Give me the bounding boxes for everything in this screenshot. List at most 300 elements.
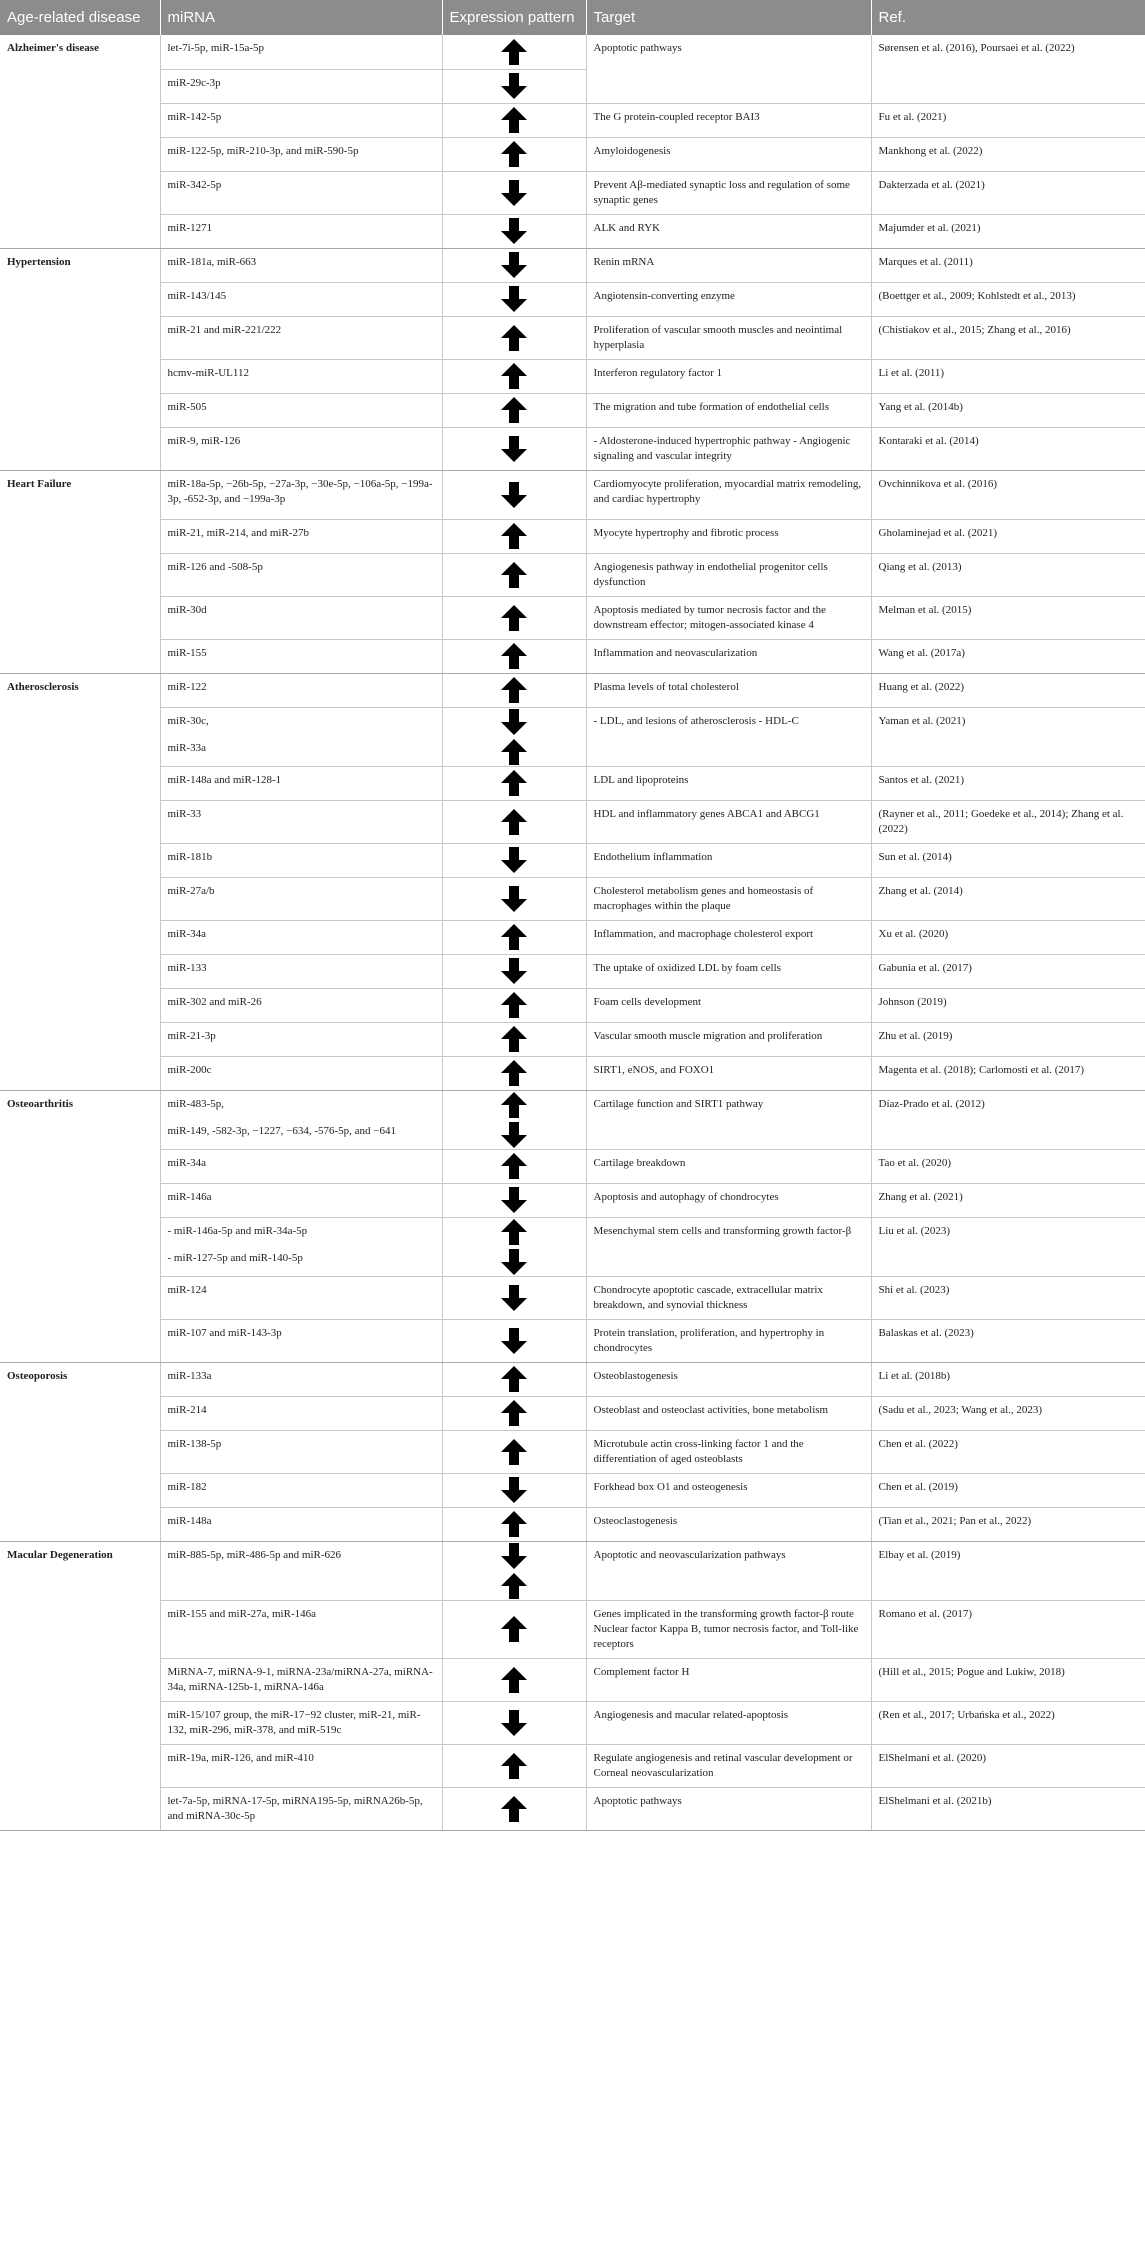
target-cell: Inflammation, and macrophage cholesterol export	[586, 920, 871, 954]
ref-cell: Dakterzada et al. (2021)	[871, 171, 1145, 214]
mirna-text: miR-181a, miR-663	[167, 255, 257, 268]
expression-cell	[442, 1600, 586, 1658]
expression-arrows	[443, 217, 586, 245]
mirna-text: miR-21-3p	[167, 1029, 216, 1042]
mirna-cell	[160, 988, 442, 1022]
expression-cell	[442, 1022, 586, 1056]
expression-cell	[442, 35, 586, 69]
ref-cell: (Tian et al., 2021; Pan et al., 2022)	[871, 1507, 1145, 1541]
mirna-cell	[160, 1787, 442, 1830]
arrow-up-icon	[500, 106, 528, 134]
table-row	[0, 1787, 1145, 1830]
target-cell: Forkhead box O1 and osteogenesis	[586, 1473, 871, 1507]
expression-arrows	[443, 846, 586, 874]
arrow-up-icon	[500, 38, 528, 66]
mirna-cell	[160, 519, 442, 553]
mirna-cell	[160, 470, 442, 519]
mirna-cell	[160, 1149, 442, 1183]
arrow-down-icon	[500, 1327, 528, 1355]
target-cell: Apoptotic and neovascularization pathways	[586, 1541, 871, 1600]
target-cell: Apoptotic pathways	[586, 35, 871, 103]
mirna-cell	[160, 359, 442, 393]
expression-cell	[442, 1430, 586, 1473]
arrow-up-icon	[500, 1510, 528, 1538]
mirna-text: miR-200c	[167, 1063, 212, 1076]
arrow-up-icon	[500, 396, 528, 424]
expression-cell	[442, 137, 586, 171]
table-row	[0, 103, 1145, 137]
mirna-cell	[160, 596, 442, 639]
mirna-text: miR-122-5p, miR-210-3p, and miR-590-5p	[167, 144, 359, 157]
ref-cell: Li et al. (2011)	[871, 359, 1145, 393]
header-expression: Expression pattern	[442, 0, 586, 35]
expression-cell	[442, 707, 586, 766]
table-row	[0, 800, 1145, 843]
target-cell: Proliferation of vascular smooth muscles and neointimal hyperplasia	[586, 316, 871, 359]
target-cell: - Aldosterone-induced hypertrophic pathway - Angiogenic signaling and vascular integrity	[586, 427, 871, 470]
mirna-text: miR-18a-5p, −26b-5p, −27a-3p, −30e-5p, −106a-5p, −199a-3p, -652-3p, and −199a-3p	[167, 477, 433, 505]
target-cell: The uptake of oxidized LDL by foam cells	[586, 954, 871, 988]
expression-arrows	[443, 38, 586, 66]
mirna-text: miR-155	[167, 646, 207, 659]
mirna-cell	[160, 35, 442, 69]
ref-cell: Gholaminejad et al. (2021)	[871, 519, 1145, 553]
ref-cell: Zhang et al. (2014)	[871, 877, 1145, 920]
expression-arrows	[443, 1399, 586, 1427]
expression-cell	[442, 954, 586, 988]
table-row	[0, 1319, 1145, 1362]
header-target: Target	[586, 0, 871, 35]
mirna-cell	[160, 1658, 442, 1701]
mirna-cell	[160, 214, 442, 248]
expression-cell	[442, 1217, 586, 1276]
table-row	[0, 1541, 1145, 1600]
expression-arrows	[443, 1709, 586, 1737]
header-ref: Ref.	[871, 0, 1145, 35]
arrow-up-icon	[500, 522, 528, 550]
expression-arrows	[443, 1091, 586, 1149]
expression-arrows	[443, 1025, 586, 1053]
expression-cell	[442, 1149, 586, 1183]
expression-cell	[442, 1541, 586, 1600]
target-cell: Microtubule actin cross-linking factor 1 and the differentiation of aged osteoblasts	[586, 1430, 871, 1473]
mirna-cell	[160, 393, 442, 427]
mirna-text: miR-29c-3p	[167, 76, 221, 89]
mirna-text: miR-9, miR-126	[167, 434, 241, 447]
header-mirna: miRNA	[160, 0, 442, 35]
table-row	[0, 1507, 1145, 1541]
mirna-cell	[160, 766, 442, 800]
table-row	[0, 1217, 1145, 1276]
arrow-down-icon	[500, 708, 528, 736]
ref-cell: Xu et al. (2020)	[871, 920, 1145, 954]
ref-cell: Liu et al. (2023)	[871, 1217, 1145, 1276]
mirna-text: miR-483-5p,	[167, 1097, 225, 1110]
target-cell: Angiogenesis pathway in endothelial progenitor cells dysfunction	[586, 553, 871, 596]
expression-cell	[442, 877, 586, 920]
target-cell: Cartilage function and SIRT1 pathway	[586, 1090, 871, 1149]
mirna-text: miR-107 and miR-143-3p	[167, 1326, 282, 1339]
arrow-up-icon	[500, 738, 528, 766]
expression-cell	[442, 1276, 586, 1319]
arrow-up-icon	[500, 923, 528, 951]
expression-cell	[442, 553, 586, 596]
mirna-text: miR-302 and miR-26	[167, 995, 262, 1008]
mirna-text: miR-885-5p, miR-486-5p and miR-626	[167, 1548, 342, 1561]
mirna-cell	[160, 707, 442, 766]
ref-cell: Santos et al. (2021)	[871, 766, 1145, 800]
target-cell: Endothelium inflammation	[586, 843, 871, 877]
arrow-up-icon	[500, 1091, 528, 1119]
expression-cell	[442, 1319, 586, 1362]
expression-arrows	[443, 1284, 586, 1312]
arrow-up-icon	[500, 642, 528, 670]
ref-cell: Elbay et al. (2019)	[871, 1541, 1145, 1600]
mirna-cell	[160, 427, 442, 470]
mirna-text: miR-34a	[167, 927, 206, 940]
expression-arrows	[443, 72, 586, 100]
mirna-cell	[160, 103, 442, 137]
mirna-text: miR-15/107 group, the miR-17−92 cluster, miR-21, miR-132, miR-296, miR-378, and miR-519c	[167, 1708, 421, 1736]
disease-cell: Osteoarthritis	[0, 1090, 160, 1362]
expression-arrows	[443, 991, 586, 1019]
target-cell: Apoptotic pathways	[586, 1787, 871, 1830]
expression-cell	[442, 1473, 586, 1507]
expression-arrows	[443, 561, 586, 589]
ref-cell: Kontaraki et al. (2014)	[871, 427, 1145, 470]
table-row	[0, 1090, 1145, 1149]
table-row	[0, 766, 1145, 800]
expression-cell	[442, 1744, 586, 1787]
target-cell: Osteoclastogenesis	[586, 1507, 871, 1541]
expression-arrows	[443, 522, 586, 550]
target-cell: Complement factor H	[586, 1658, 871, 1701]
mirna-text: miR-149, -582-3p, −1227, −634, -576-5p, and −641	[167, 1124, 397, 1137]
disease-cell: Heart Failure	[0, 470, 160, 673]
expression-arrows	[443, 923, 586, 951]
table-row	[0, 427, 1145, 470]
mirna-cell	[160, 1022, 442, 1056]
expression-arrows	[443, 885, 586, 913]
table-row	[0, 553, 1145, 596]
ref-cell: Sørensen et al. (2016), Poursaei et al. (2022)	[871, 35, 1145, 103]
mirna-text: MiRNA-7, miRNA-9-1, miRNA-23a/miRNA-27a, miRNA-34a, miRNA-125b-1, miRNA-146a	[167, 1665, 433, 1693]
target-cell: Osteoblastogenesis	[586, 1362, 871, 1396]
table-row	[0, 639, 1145, 673]
target-cell: Vascular smooth muscle migration and proliferation	[586, 1022, 871, 1056]
ref-cell: ElShelmani et al. (2021b)	[871, 1787, 1145, 1830]
arrow-up-icon	[500, 991, 528, 1019]
arrow-up-icon	[500, 1025, 528, 1053]
expression-arrows	[443, 1615, 586, 1643]
ref-cell: Tao et al. (2020)	[871, 1149, 1145, 1183]
arrow-down-icon	[500, 1248, 528, 1276]
mirna-text: miR-214	[167, 1403, 207, 1416]
arrow-up-icon	[500, 1752, 528, 1780]
arrow-down-icon	[500, 251, 528, 279]
expression-cell	[442, 171, 586, 214]
mirna-cell	[160, 1183, 442, 1217]
arrow-up-icon	[500, 1399, 528, 1427]
mirna-text: miR-505	[167, 400, 207, 413]
arrow-up-icon	[500, 1795, 528, 1823]
target-cell: Protein translation, proliferation, and hypertrophy in chondrocytes	[586, 1319, 871, 1362]
arrow-down-icon	[500, 1121, 528, 1149]
disease-cell: Alzheimer's disease	[0, 35, 160, 248]
mirna-text: miR-124	[167, 1283, 207, 1296]
target-cell: Foam cells development	[586, 988, 871, 1022]
arrow-up-icon	[500, 604, 528, 632]
mirna-cell	[160, 1430, 442, 1473]
expression-arrows	[443, 106, 586, 134]
expression-cell	[442, 766, 586, 800]
ref-cell: Romano et al. (2017)	[871, 1600, 1145, 1658]
mirna-cell	[160, 1396, 442, 1430]
arrow-up-icon	[500, 1152, 528, 1180]
arrow-up-icon	[500, 769, 528, 797]
target-cell: Cholesterol metabolism genes and homeostasis of macrophages within the plaque	[586, 877, 871, 920]
disease-cell: Macular Degeneration	[0, 1541, 160, 1830]
mirna-cell	[160, 1276, 442, 1319]
expression-cell	[442, 316, 586, 359]
mirna-text: - miR-146a-5p and miR-34a-5p	[167, 1224, 308, 1237]
expression-cell	[442, 1507, 586, 1541]
expression-cell	[442, 1396, 586, 1430]
mirna-cell	[160, 954, 442, 988]
ref-cell: (Chistiakov et al., 2015; Zhang et al., 2016)	[871, 316, 1145, 359]
table-row	[0, 316, 1145, 359]
mirna-text: miR-122	[167, 680, 207, 693]
ref-cell: Chen et al. (2022)	[871, 1430, 1145, 1473]
expression-arrows	[443, 1218, 586, 1276]
ref-cell: ElShelmani et al. (2020)	[871, 1744, 1145, 1787]
ref-cell: Huang et al. (2022)	[871, 673, 1145, 707]
table-row	[0, 1362, 1145, 1396]
expression-cell	[442, 988, 586, 1022]
mirna-text: miR-19a, miR-126, and miR-410	[167, 1751, 314, 1764]
mirna-text: miR-155 and miR-27a, miR-146a	[167, 1607, 316, 1620]
table-row	[0, 137, 1145, 171]
mirna-text: miR-27a/b	[167, 884, 215, 897]
header-disease: Age-related disease	[0, 0, 160, 35]
target-cell: Cartilage breakdown	[586, 1149, 871, 1183]
ref-cell: Sun et al. (2014)	[871, 843, 1145, 877]
arrow-down-icon	[500, 285, 528, 313]
mirna-text: miR-30d	[167, 603, 207, 616]
expression-cell	[442, 1183, 586, 1217]
table-row	[0, 171, 1145, 214]
table-row	[0, 1056, 1145, 1090]
mirna-cell	[160, 1507, 442, 1541]
arrow-down-icon	[500, 1476, 528, 1504]
ref-cell: Balaskas et al. (2023)	[871, 1319, 1145, 1362]
ref-cell: Wang et al. (2017a)	[871, 639, 1145, 673]
mirna-text: miR-342-5p	[167, 178, 222, 191]
disease-cell: Hypertension	[0, 248, 160, 470]
arrow-down-icon	[500, 957, 528, 985]
ref-cell: Zhu et al. (2019)	[871, 1022, 1145, 1056]
arrow-up-icon	[500, 1365, 528, 1393]
arrow-up-icon	[500, 140, 528, 168]
ref-cell: Gabunia et al. (2017)	[871, 954, 1145, 988]
mirna-text: miR-181b	[167, 850, 213, 863]
mirna-cell	[160, 137, 442, 171]
target-cell: - LDL, and lesions of atherosclerosis - HDL-C	[586, 707, 871, 766]
target-cell: Cardiomyocyte proliferation, myocardial matrix remodeling, and cardiac hypertrophy	[586, 470, 871, 519]
expression-cell	[442, 1701, 586, 1744]
expression-arrows	[443, 1510, 586, 1538]
table-row	[0, 35, 1145, 69]
table-row	[0, 248, 1145, 282]
expression-cell	[442, 427, 586, 470]
table-row	[0, 470, 1145, 519]
arrow-down-icon	[500, 72, 528, 100]
arrow-up-icon	[500, 1438, 528, 1466]
mirna-text: miR-33a	[167, 741, 206, 754]
target-cell: Renin mRNA	[586, 248, 871, 282]
mirna-text: miR-182	[167, 1480, 207, 1493]
table-row	[0, 214, 1145, 248]
expression-arrows	[443, 324, 586, 352]
expression-cell	[442, 1090, 586, 1149]
expression-cell	[442, 1658, 586, 1701]
table-row	[0, 1183, 1145, 1217]
mirna-cell	[160, 316, 442, 359]
target-cell: The migration and tube formation of endothelial cells	[586, 393, 871, 427]
mirna-text: miR-33	[167, 807, 202, 820]
arrow-up-icon	[500, 1572, 528, 1600]
expression-arrows	[443, 179, 586, 207]
mirna-cell	[160, 920, 442, 954]
arrow-up-icon	[500, 1666, 528, 1694]
arrow-down-icon	[500, 217, 528, 245]
mirna-cell	[160, 1701, 442, 1744]
mirna-text: let-7i-5p, miR-15a-5p	[167, 42, 265, 54]
target-cell: SIRT1, eNOS, and FOXO1	[586, 1056, 871, 1090]
table-row	[0, 1276, 1145, 1319]
expression-cell	[442, 282, 586, 316]
table-row	[0, 1744, 1145, 1787]
target-cell: Prevent Aβ-mediated synaptic loss and regulation of some synaptic genes	[586, 171, 871, 214]
arrow-down-icon	[500, 885, 528, 913]
table-row	[0, 519, 1145, 553]
expression-cell	[442, 1787, 586, 1830]
mirna-text: miR-146a	[167, 1190, 212, 1203]
expression-arrows	[443, 1476, 586, 1504]
arrow-up-icon	[500, 808, 528, 836]
expression-cell	[442, 920, 586, 954]
ref-cell: Fu et al. (2021)	[871, 103, 1145, 137]
expression-arrows	[443, 435, 586, 463]
mirna-cell	[160, 1362, 442, 1396]
expression-arrows	[443, 1327, 586, 1355]
mirna-text: miR-138-5p	[167, 1437, 222, 1450]
mirna-text: hcmv-miR-UL112	[167, 366, 249, 379]
expression-cell	[442, 393, 586, 427]
expression-arrows	[443, 708, 586, 766]
target-cell: Plasma levels of total cholesterol	[586, 673, 871, 707]
expression-arrows	[443, 1795, 586, 1823]
expression-arrows	[443, 1752, 586, 1780]
expression-arrows	[443, 1152, 586, 1180]
mirna-cell	[160, 1541, 442, 1600]
expression-arrows	[443, 1186, 586, 1214]
mirna-text: miR-143/145	[167, 289, 227, 302]
mirna-cell	[160, 1319, 442, 1362]
expression-cell	[442, 519, 586, 553]
mirna-cell	[160, 69, 442, 103]
ref-cell: Mankhong et al. (2022)	[871, 137, 1145, 171]
target-cell: Regulate angiogenesis and retinal vascular development or Corneal neovascularization	[586, 1744, 871, 1787]
ref-cell: Ovchinnikova et al. (2016)	[871, 470, 1145, 519]
expression-cell	[442, 359, 586, 393]
expression-cell	[442, 69, 586, 103]
ref-cell: (Hill et al., 2015; Pogue and Lukiw, 2018)	[871, 1658, 1145, 1701]
ref-cell: Marques et al. (2011)	[871, 248, 1145, 282]
mirna-cell	[160, 843, 442, 877]
mirna-text: miR-30c,	[167, 714, 209, 727]
table-row	[0, 673, 1145, 707]
expression-arrows	[443, 957, 586, 985]
table-row	[0, 1396, 1145, 1430]
expression-arrows	[443, 1542, 586, 1600]
target-cell: Mesenchymal stem cells and transforming growth factor-β	[586, 1217, 871, 1276]
mirna-cell	[160, 1600, 442, 1658]
target-cell: LDL and lipoproteins	[586, 766, 871, 800]
mirna-text: miR-34a	[167, 1156, 206, 1169]
mirna-cell	[160, 282, 442, 316]
expression-arrows	[443, 396, 586, 424]
target-cell: Interferon regulatory factor 1	[586, 359, 871, 393]
ref-cell: Zhang et al. (2021)	[871, 1183, 1145, 1217]
target-cell: HDL and inflammatory genes ABCA1 and ABCG1	[586, 800, 871, 843]
arrow-up-icon	[500, 324, 528, 352]
expression-arrows	[443, 285, 586, 313]
ref-cell: Shi et al. (2023)	[871, 1276, 1145, 1319]
expression-cell	[442, 1362, 586, 1396]
expression-cell	[442, 673, 586, 707]
expression-cell	[442, 596, 586, 639]
table-row	[0, 1701, 1145, 1744]
table-row	[0, 1658, 1145, 1701]
expression-arrows	[443, 362, 586, 390]
table-row	[0, 393, 1145, 427]
table-row	[0, 1473, 1145, 1507]
table-row	[0, 707, 1145, 766]
target-cell: Apoptosis and autophagy of chondrocytes	[586, 1183, 871, 1217]
table-row	[0, 1600, 1145, 1658]
target-cell: Myocyte hypertrophy and fibrotic process	[586, 519, 871, 553]
table-row	[0, 877, 1145, 920]
mirna-cell	[160, 673, 442, 707]
target-cell: Chondrocyte apoptotic cascade, extracellular matrix breakdown, and synovial thickness	[586, 1276, 871, 1319]
mirna-cell	[160, 639, 442, 673]
expression-cell	[442, 639, 586, 673]
arrow-down-icon	[500, 1284, 528, 1312]
target-cell: ALK and RYK	[586, 214, 871, 248]
expression-arrows	[443, 808, 586, 836]
ref-cell: (Sadu et al., 2023; Wang et al., 2023)	[871, 1396, 1145, 1430]
ref-cell: Magenta et al. (2018); Carlomosti et al. (2017)	[871, 1056, 1145, 1090]
arrow-up-icon	[500, 1059, 528, 1087]
arrow-down-icon	[500, 1709, 528, 1737]
ref-cell: Díaz-Prado et al. (2012)	[871, 1090, 1145, 1149]
ref-cell: Yang et al. (2014b)	[871, 393, 1145, 427]
table-row	[0, 1149, 1145, 1183]
arrow-down-icon	[500, 179, 528, 207]
arrow-down-icon	[500, 481, 528, 509]
expression-arrows	[443, 642, 586, 670]
